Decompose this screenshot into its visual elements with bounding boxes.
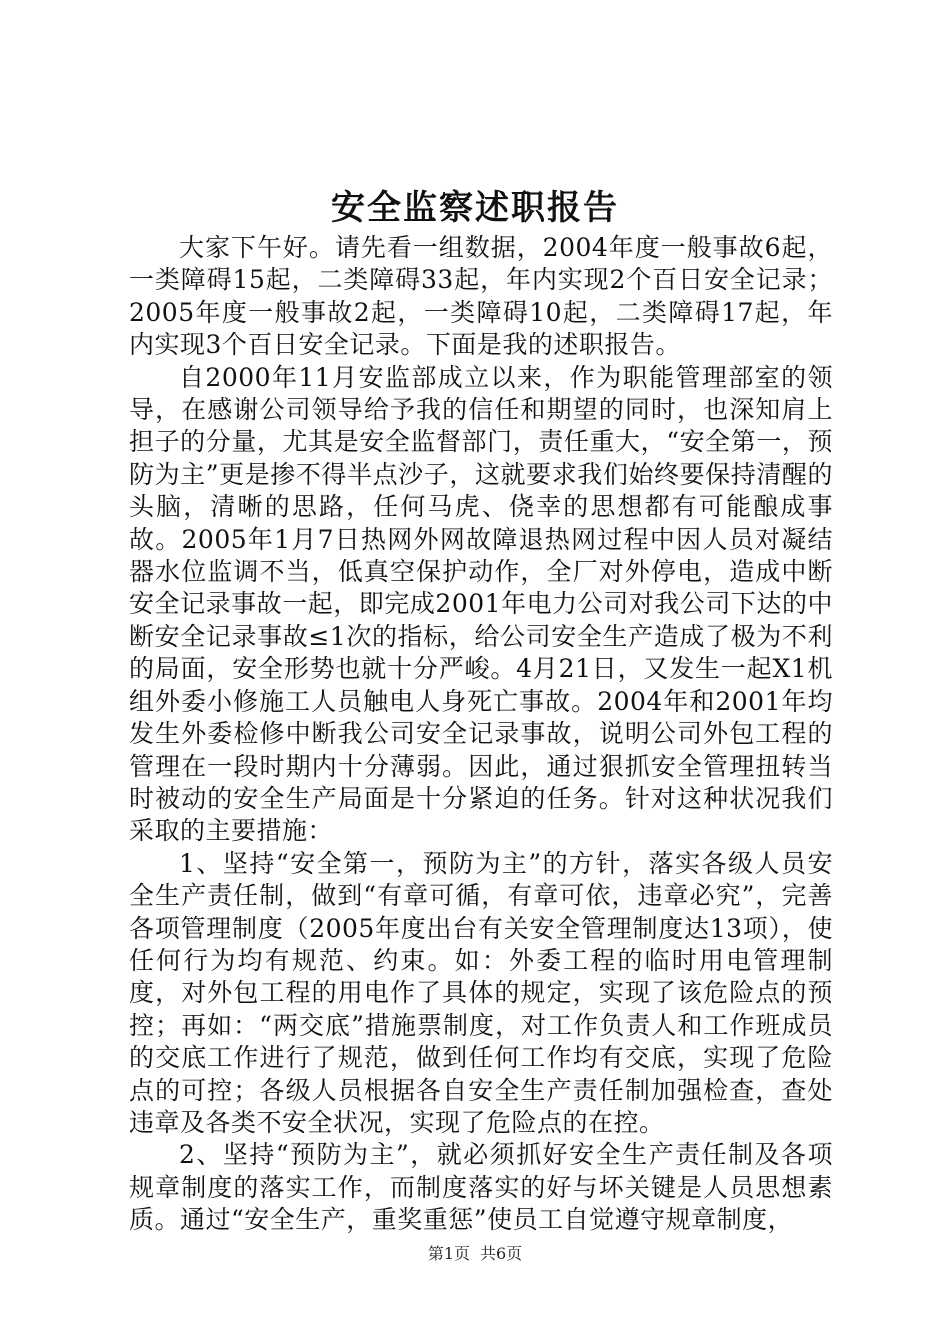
paragraph-background: 自2000年11月安监部成立以来，作为职能管理部室的领导，在感谢公司领导给予我的信任和期望的同时，也深知肩上担子的分量，尤其是安全监督部门，责任重大，“安全第一，预防为主”更是掺不得半点沙子，这就要求我们始终要保持清醒的头脑，清晰的思路，任何马虎、侥幸的思想都有可能酿成事故。2005年1月7日热网外网故障退热网过程中因人员对凝结器水位监调不当，低真空保护动作，全厂对外停电，造成中断安全记录事故一起，即完成2001年电力公司对我公司下达的中断安全记录事故≤1次的指标，给公司安全生产造成了极为不利的局面，安全形势也就十分严峻。4月21日，又发生一起X1机组外委小修施工人员触电人身死亡事故。2004年和2001年均发生外委检修中断我公司安全记录事故，说明公司外包工程的管理在一段时期内十分薄弱。因此，通过狠抓安全管理扭转当时被动的安全生产局面是十分紧迫的任务。针对这种状况我们采取的主要措施： <box>129 362 833 846</box>
document-title: 安全监察述职报告 <box>331 188 619 228</box>
paragraph-intro: 大家下午好。请先看一组数据，2004年度一般事故6起，一类障碍15起，二类障碍33起，年内实现2个百日安全记录；2005年度一般事故2起，一类障碍10起，二类障碍17起，年内实现3个百日安全记录。下面是我的述职报告。 <box>129 233 833 360</box>
paragraph-measure-2: 2、坚持“预防为主”，就必须抓好安全生产责任制及各项规章制度的落实工作，而制度落实的好与坏关键是人员思想素质。通过“安全生产，重奖重惩”使员工自觉遵守规章制度， <box>129 1140 833 1235</box>
document-body <box>129 232 833 1237</box>
page-number: 第1页 <box>427 1244 470 1263</box>
page-total: 共6页 <box>480 1244 523 1263</box>
page-footer <box>0 1242 950 1266</box>
paragraph-measure-1: 1、坚持“安全第一，预防为主”的方针，落实各级人员安全生产责任制，做到“有章可循，有章可依，违章必究”，完善各项管理制度（2005年度出台有关安全管理制度达13项），使任何行为均有规范、约束。如：外委工程的临时用电管理制度，对外包工程的用电作了具体的规定，实现了该危险点的预控；再如：“两交底”措施票制度，对工作负责人和工作班成员的交底工作进行了规范，做到任何工作均有交底，实现了危险点的可控；各级人员根据各自安全生产责任制加强检查，查处违章及各类不安全状况，实现了危险点的在控。 <box>129 848 833 1137</box>
